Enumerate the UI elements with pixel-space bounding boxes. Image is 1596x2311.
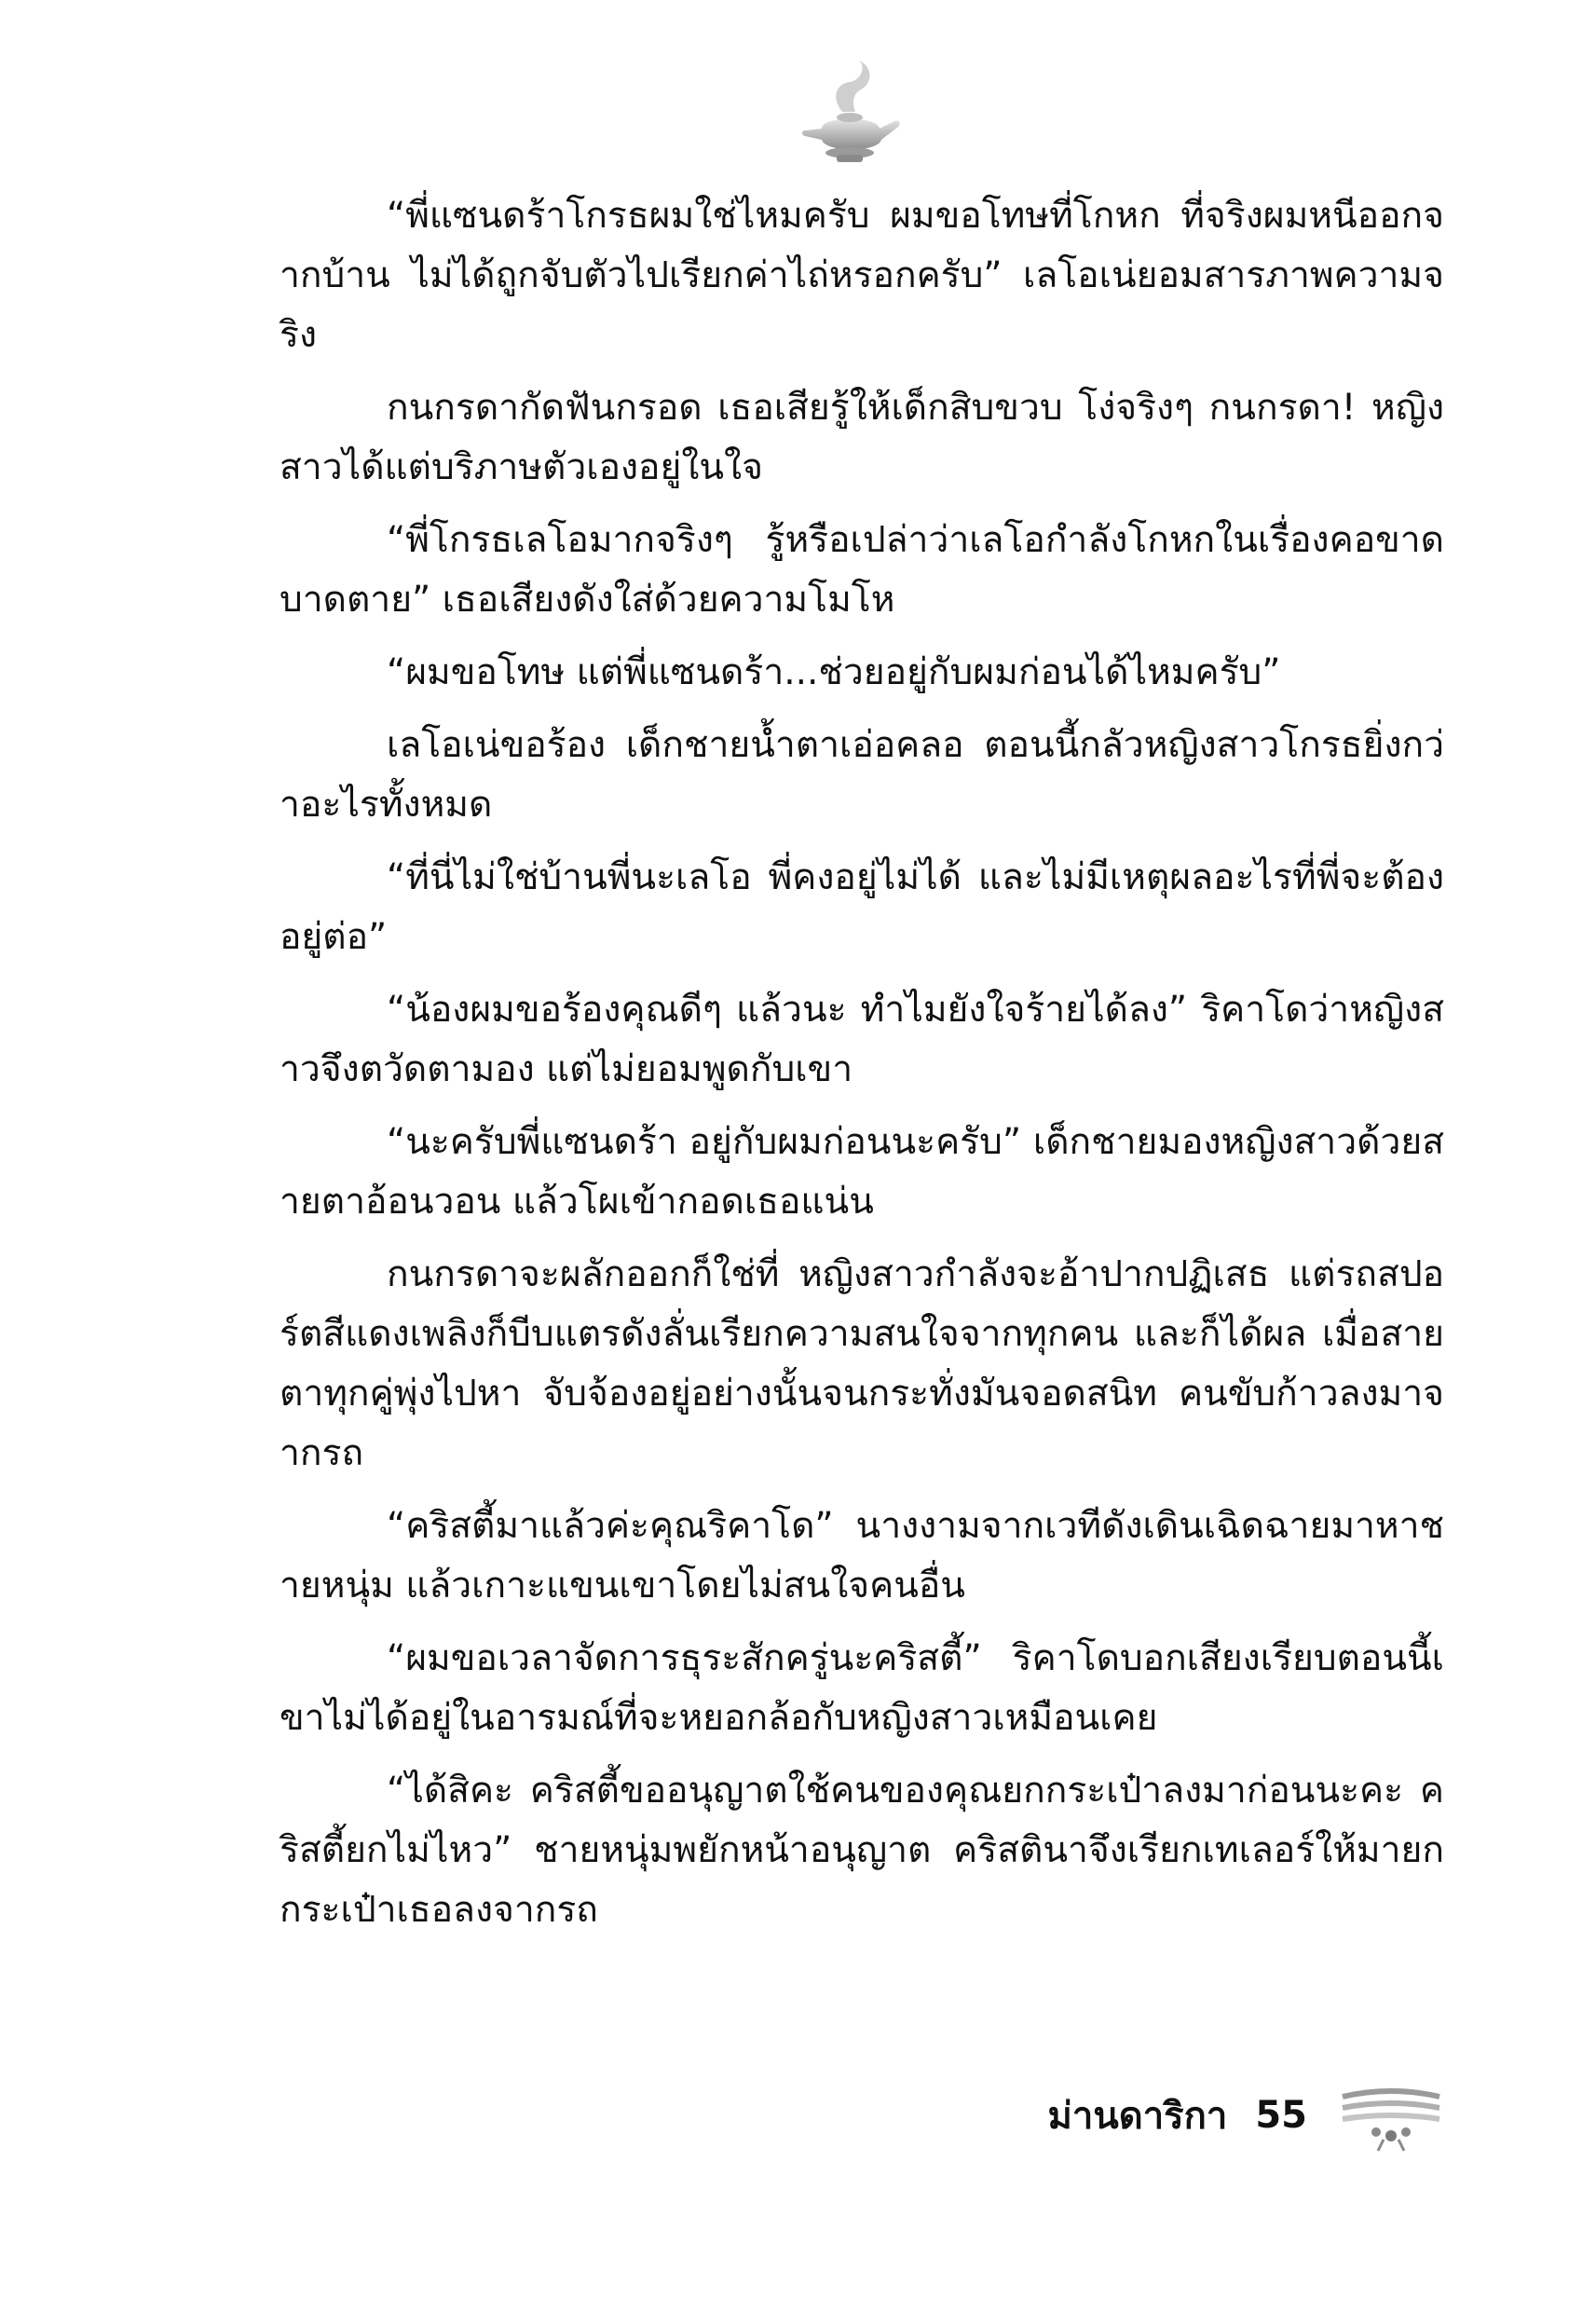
- paragraph: “ที่นี่ไม่ใช่บ้านพี่นะเลโอ พี่คงอยู่ไม่ได้ และไม่มีเหตุผลอะไรที่พี่จะต้องอยู่ต่อ”: [280, 856, 1444, 958]
- bead-ornament-icon: [1335, 2078, 1447, 2153]
- magic-lamp-icon: [794, 56, 906, 177]
- paragraph: กนกรดากัดฟันกรอด เธอเสียรู้ให้เด็กสิบขวบ โง่จริงๆ กนกรดา! หญิงสาวได้แต่บริภาษตัวเองอยู่ในใจ: [280, 387, 1444, 488]
- paragraph: “พี่แซนดร้าโกรธผมใช่ไหมครับ ผมขอโทษที่โกหก ที่จริงผมหนีออกจากบ้าน ไม่ได้ถูกจับตัวไปเรียกค่าไถ่หรอกครับ” เลโอเน่ยอมสารภาพความจริง: [280, 195, 1444, 356]
- paragraph: “ได้สิคะ คริสตี้ขออนุญาตใช้คนของคุณยกกระเป๋าลงมาก่อนนะคะ คริสตี้ยกไม่ไหว” ชายหนุ่มพยักหน้าอนุญาต คริสตินาจึงเรียกเทเลอร์ให้มายกกระเป๋าเธอลงจากรถ: [280, 1770, 1444, 1931]
- paragraph: “น้องผมขอร้องคุณดีๆ แล้วนะ ทำไมยังใจร้ายได้ลง” ริคาโดว่าหญิงสาวจึงตวัดตามอง แต่ไม่ยอมพูดกับเขา: [280, 989, 1444, 1090]
- paragraph: “นะครับพี่แซนดร้า อยู่กับผมก่อนนะครับ” เด็กชายมองหญิงสาวด้วยสายตาอ้อนวอน แล้วโผเข้ากอดเธอแน่น: [280, 1121, 1444, 1223]
- paragraph: “คริสตี้มาแล้วค่ะคุณริคาโด” นางงามจากเวทีดังเดินเฉิดฉายมาหาชายหนุ่ม แล้วเกาะแขนเขาโดยไม่สนใจคนอื่น: [280, 1505, 1444, 1607]
- paragraph: “ผมขอเวลาจัดการธุระสักครู่นะคริสตี้” ริคาโดบอกเสียงเรียบตอนนี้เขาไม่ได้อยู่ในอารมณ์ที่จะหยอกล้อกับหญิงสาวเหมือนเคย: [280, 1637, 1444, 1739]
- paragraph: เลโอเน่ขอร้อง เด็กชายน้ำตาเอ่อคลอ ตอนนี้กลัวหญิงสาวโกรธยิ่งกว่าอะไรทั้งหมด: [280, 724, 1444, 826]
- paragraph: กนกรดาจะผลักออกก็ใช่ที่ หญิงสาวกำลังจะอ้าปากปฏิเสธ แต่รถสปอร์ตสีแดงเพลิงก็บีบแตรดังลั่นเรียกความสนใจจากทุกคน และก็ได้ผล เมื่อสายตาทุกคู่พุ่งไปหา จับจ้องอยู่อย่างนั้นจนกระทั่งมันจอดสนิท คนขับก้าวลงมาจากรถ: [280, 1253, 1444, 1474]
- body-text: [280, 186, 1444, 1953]
- paragraph: “พี่โกรธเลโอมากจริงๆ รู้หรือเปล่าว่าเลโอกำลังโกหกในเรื่องคอขาดบาดตาย” เธอเสียงดังใส่ด้วยความโมโห: [280, 519, 1444, 621]
- page-footer: [1048, 2078, 1447, 2153]
- book-title: ม่านดาริกา: [1047, 2095, 1228, 2138]
- page-number: 55: [1255, 2094, 1307, 2137]
- paragraph: “ผมขอโทษ แต่พี่แซนดร้า...ช่วยอยู่กับผมก่อนได้ไหมครับ”: [387, 651, 1281, 693]
